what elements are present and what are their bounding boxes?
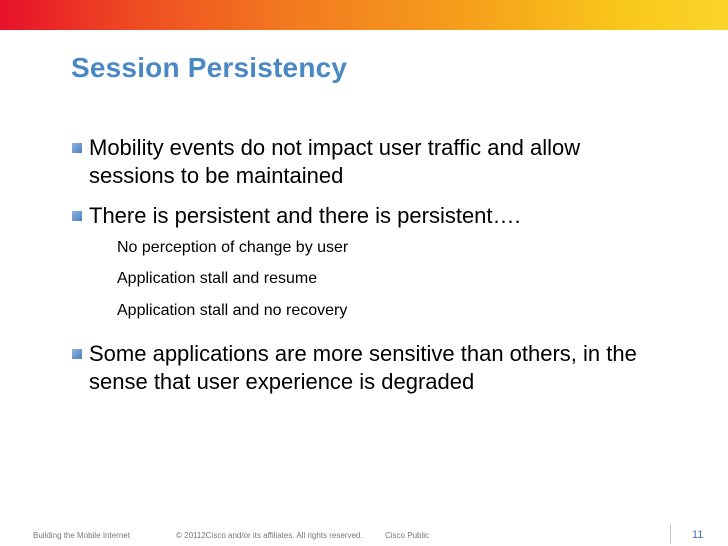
page-number: 11	[692, 529, 704, 541]
bullet-item-sensitive-applications	[70, 340, 670, 396]
header-gradient-bar	[0, 0, 728, 30]
square-bullet-icon	[72, 143, 82, 153]
slide-title: Session Persistency	[71, 52, 348, 83]
footer-copyright: © 20112Cisco and/or its affiliates. All rights reserved.	[176, 531, 363, 540]
footer-divider	[670, 524, 671, 544]
bullet-text: There is persistent and there is persistent….	[89, 203, 521, 228]
bullet-text: Mobility events do not impact user traffic and allow sessions to be maintained	[89, 135, 581, 188]
sub-item: Application stall and no recovery	[117, 302, 348, 319]
sub-item: No perception of change by user	[117, 239, 349, 256]
bullet-text: Some applications are more sensitive than others, in the sense that user experience is degraded	[89, 341, 637, 394]
square-bullet-icon	[72, 349, 82, 359]
bullet-item-mobility	[70, 134, 670, 190]
square-bullet-icon	[72, 211, 82, 221]
bullet-item-persistent	[70, 202, 670, 230]
sub-item: Application stall and resume	[117, 270, 318, 287]
footer-classification: Cisco Public	[385, 531, 430, 540]
footer-presentation-name: Building the Mobile Internet	[33, 531, 130, 540]
